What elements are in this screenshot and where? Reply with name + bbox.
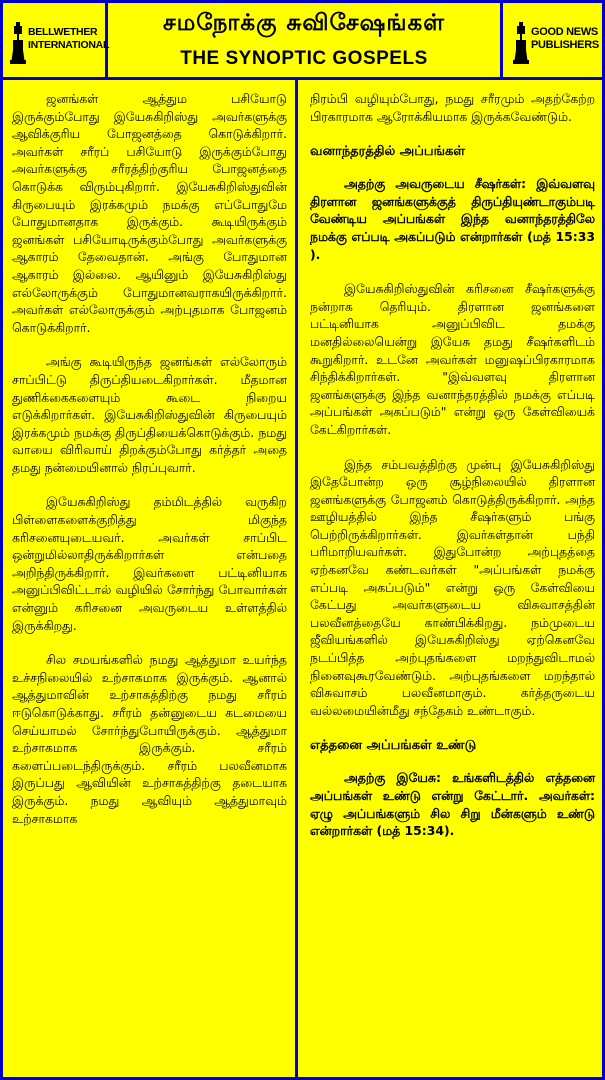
logo-line-2: INTERNATIONAL bbox=[28, 39, 110, 51]
paragraph: நிரம்பி வழியும்போது, நமது சரீரமும் அதற்கேற்ற பிரகாரமாக ஆரோக்கியமாக இருக்கவேண்டும். bbox=[310, 91, 595, 124]
section-heading: வனாந்தரத்தில் அப்பங்கள் bbox=[310, 144, 466, 160]
title-area bbox=[108, 0, 500, 80]
paragraph: ஜனங்கள் ஆத்தும பசியோடு இருக்கும்போது இயேசுகிறிஸ்து அவர்களுக்கு ஆவிக்குரிய போஜனத்தை கொடுக்கிறார். அவர்கள் சரீரப் பசியோடு இருக்கும்போது அவர்களுக்கு சரீரத்திற்குரிய போஜனத்தை கொடுக்க விரும்புகிறார். இயேசுகிறிஸ்துவின் கிருபையும் இரக்கமும் நமக்கு எப்போதுமே போதுமானதாக இருக்கும். கூடியிருக்கும் ஜனங்கள் பசியோடிருக்கும்போது அவர்களுக்கு ஆகாரம் தேவைதான். அங்கு போதுமான ஆகாரம் இல்லை. ஆயினும் இயேசுகிறிஸ்து எல்லோருக்கும் போதுமானவராகயிருக்கிறார். அவர்கள் எல்லோருக்கும் அற்புதமாக போஜனம் கொடுக்கிறார். bbox=[12, 91, 287, 335]
paragraph: இயேசுகிறிஸ்து தம்மிடத்தில் வருகிற பிள்ளைகளைக்குறித்து மிகுந்த கரிசனையுடையவர். அவர்கள் சாப்பிட ஒன்றுமில்லாதிருக்கிறார்கள் என்பதை அறிந்திருக்கிறார். இவர்களை பட்டினியாக அனுப்பிவிட்டால் வழியில் சோர்ந்து போவார்கள் என்னும் கரிசனை அவருடைய உள்ளத்தில் இருக்கிறது. bbox=[12, 494, 287, 633]
scripture-quote: அதற்கு இயேசு: உங்களிடத்தில் எத்தனை அப்பங்கள் உண்டு என்று கேட்டார். அவர்கள்: ஏழு அப்பங்களும் சில சிறு மீன்களும் உண்டு என்றார்கள் (மத் 15:34). bbox=[310, 770, 595, 839]
title-tamil: சமநோக்கு சுவிசேஷங்கள் bbox=[163, 10, 445, 36]
paragraph: இந்த சம்பவத்திற்கு முன்பு இயேசுகிறிஸ்து இதேபோன்ற ஒரு சூழ்நிலையில் திரளான ஜனங்களுக்கு போஜனம் கொடுத்திருக்கிறார். அந்த ஊழியத்தில் இந்த சீஷர்களும் பங்கு பெற்றிருக்கிறார்கள். இவர்கள்தான் பந்தி பரிமாறியவர்கள். இதுபோன்ற அற்புதத்தை ஏற்கனவே கண்டவர்கள் "அப்பங்கள் நமக்கு எப்படி அகப்படும்" என்று ஒரு கேள்வியை கேட்பது அவர்களுடைய விசுவாசத்தின் பலவீனத்தையே காண்பிக்கிறது. நம்முடைய ஜீவியங்களில் இயேசுகிறிஸ்து ஏற்கெனவே நடப்பித்த அற்புதங்களை மறந்துவிடாமல் நினைவுகூரவேண்டும். அற்புதங்களை மறந்தால் விசுவாசம் பலவீனமாகும். கர்த்தருடைய வல்லமையின்மீது சந்தேகம் உண்டாகும். bbox=[310, 456, 595, 718]
right-column bbox=[298, 80, 605, 1080]
paragraph: அங்கு கூடியிருந்த ஜனங்கள் எல்லோரும் சாப்பிட்டு திருப்தியடைகிறார்கள். மீதமான துணிக்கைகளையும் கூடை நிறைய எடுக்கிறார்கள். இயேசுகிறிஸ்துவின் கிருபையும் இரக்கமும் நமக்கு திருப்தியைக்கொடுக்கும். நமது வாயை விரிவாய் திறக்கும்போது கர்த்தர் அதை தமது நன்மையினால் நிரப்புவார். bbox=[12, 354, 287, 475]
title-english: THE SYNOPTIC GOSPELS bbox=[180, 48, 428, 69]
good-news-publishers-logo bbox=[500, 0, 605, 80]
bell-tower-icon bbox=[10, 20, 26, 64]
bellwether-logo bbox=[0, 0, 108, 80]
logo-line-2: PUBLISHERS bbox=[531, 39, 599, 51]
paragraph: இயேசுகிறிஸ்துவின் கரிசனை சீஷர்களுக்கு நன்றாக தெரியும். திரளான ஜனங்களை பட்டினியாக அனுப்பிவிட தமக்கு மனதில்லையென்று இயேசு தமது சீஷர்களிடம் கூறுகிறார். உடனே அவர்கள் மனுஷப்பிரகாரமாக சிந்திக்கிறார்கள். "இவ்வளவு திரளான ஜனங்களுக்கு இந்த வனாந்தரத்தில் நமக்கு எப்படி அப்பங்கள் அகப்படும்" என்று ஒரு கேள்வியைக் கேட்கிறார்கள். bbox=[310, 281, 595, 437]
scripture-quote: அதற்கு அவருடைய சீஷர்கள்: இவ்வளவு திரளான ஜனங்களுக்குத் திருப்தியுண்டாகும்படி வேண்டிய அப்பங்கள் இந்த வனாந்தரத்திலே நமக்கு எப்படி அகப்படும் என்றார்கள் (மத் 15:33 ). bbox=[310, 176, 595, 262]
header bbox=[0, 0, 605, 80]
section-heading: எத்தனை அப்பங்கள் உண்டு bbox=[310, 738, 477, 754]
logo-line-1: GOOD NEWS bbox=[531, 26, 598, 38]
left-column bbox=[0, 80, 298, 1080]
paragraph: சில சமயங்களில் நமது ஆத்துமா உயர்ந்த உச்சநிலையில் உற்சாகமாக இருக்கும். ஆனால் ஆத்துமாவின் உற்சாகத்திற்கு நமது சரீரம் ஈடுகொடுக்காது. சரீரம் தன்னுடைய கடமையை செய்யாமல் சோர்ந்துபோயிருக்கும். ஆத்துமா உற்சாகமாக இருக்கும். சரீரம் களைப்படைந்திருக்கும். சரீரம் பலவீனமாக இருப்பது ஆவியின் உற்சாகத்திற்கு தடையாக இருக்கும். நமது ஆவியும் ஆத்துமாவும் உற்சாகமாக bbox=[12, 652, 287, 826]
bell-tower-icon bbox=[513, 20, 529, 64]
logo-line-1: BELLWETHER bbox=[28, 26, 98, 38]
